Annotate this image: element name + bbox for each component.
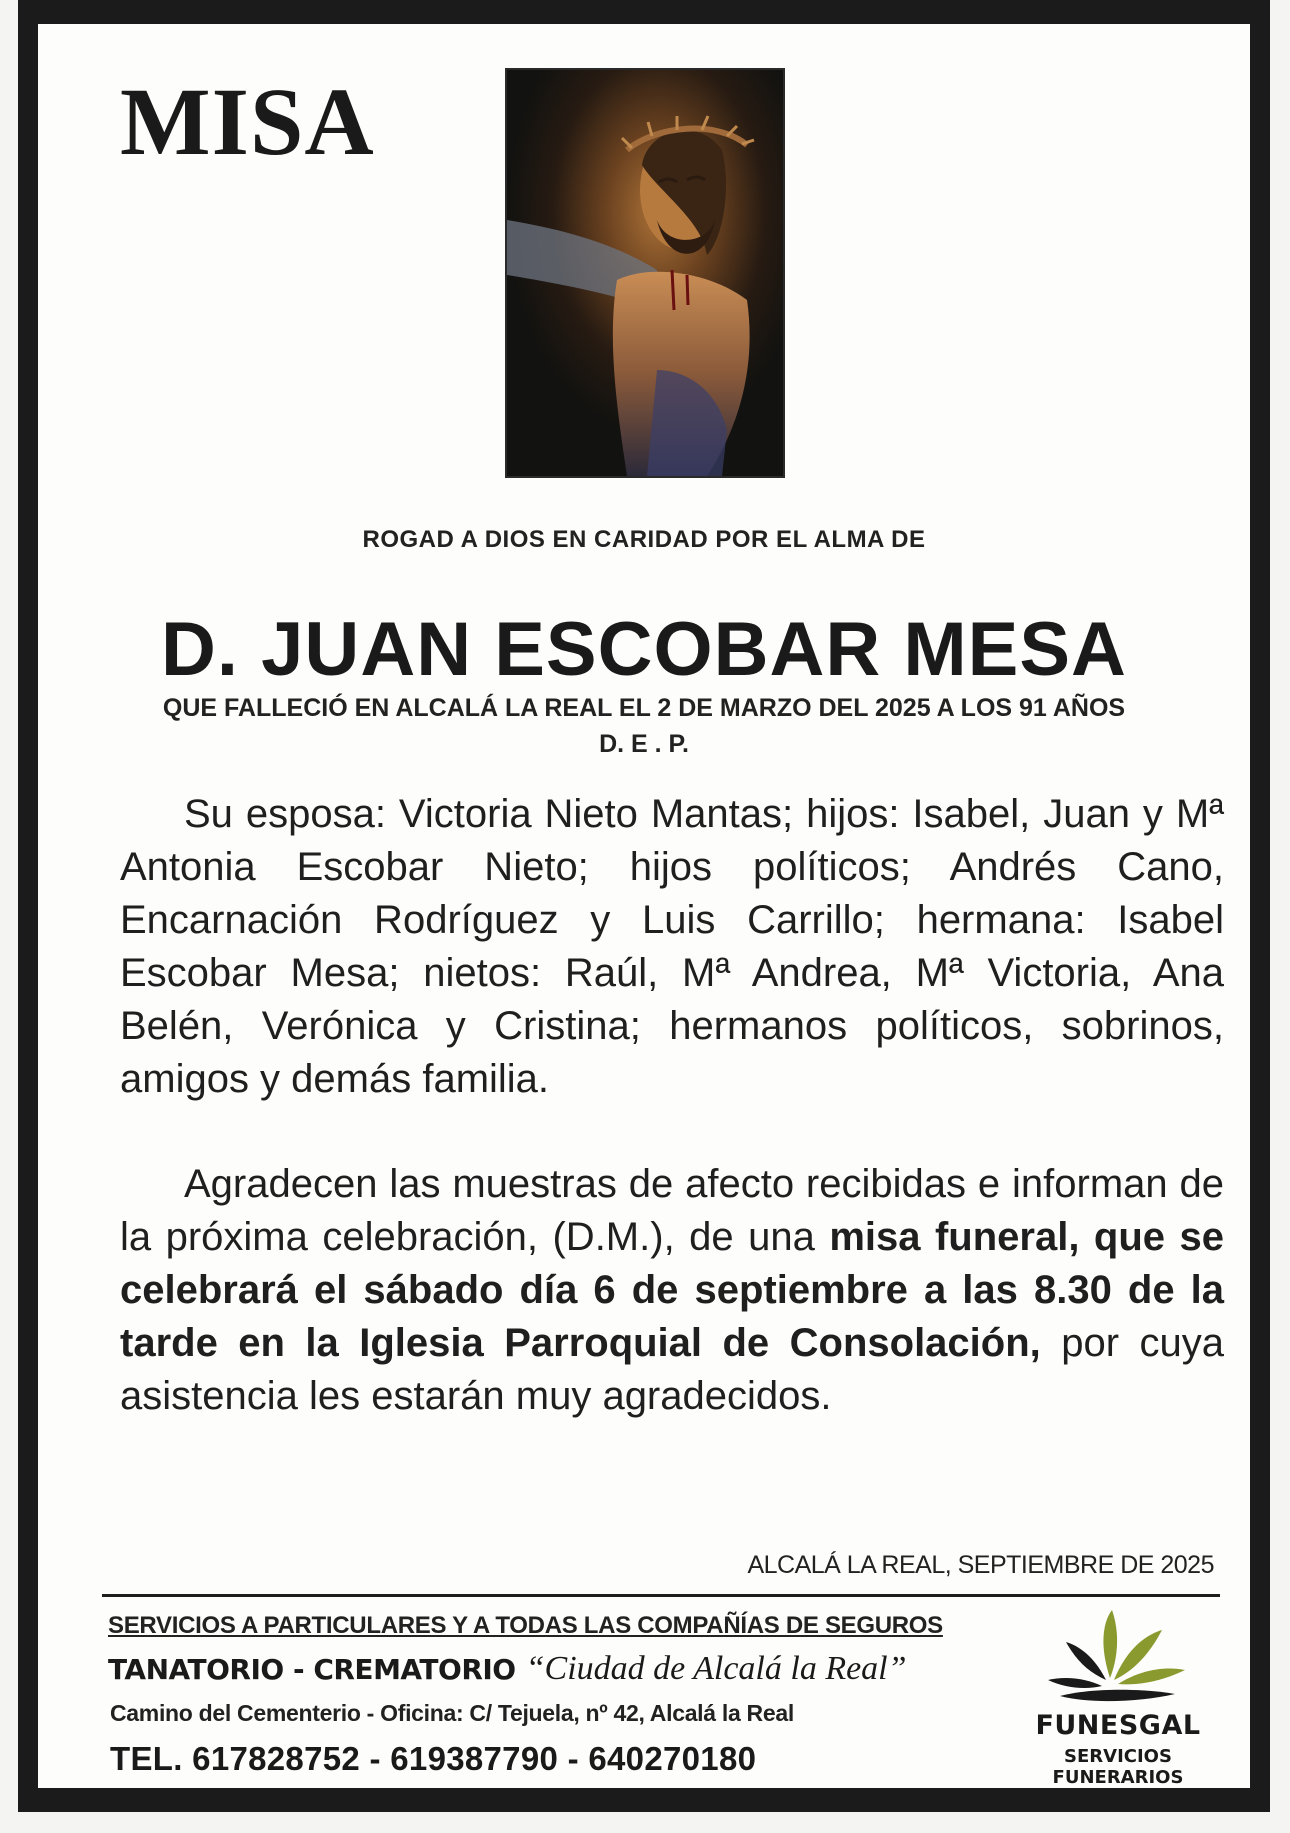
logo-subtitle: SERVICIOS FUNERARIOS	[1052, 1746, 1184, 1788]
thanks-paragraph	[120, 1158, 1224, 1423]
family-text: Su esposa: Victoria Nieto Mantas; hijos: Isabel, Juan y Mª Antonia Escobar Nieto; hijos políticos; Andrés Cano, Encarnación Rodríguez y Luis Carrillo; hermana: Isabel Escobar Mesa; nietos: Raúl, Mª Andrea, Mª Victoria, Ana Belén, Verónica y Cristina; hermanos políticos, sobrinos, amigos y demás familia.	[120, 792, 1224, 1101]
deceased-name: D. JUAN ESCOBAR MESA	[161, 607, 1127, 692]
rogad-heading: ROGAD A DIOS EN CARIDAD POR EL ALMA DE	[362, 526, 926, 553]
tanatorio-name: “Ciudad de Alcalá la Real”	[525, 1650, 907, 1687]
crucified-christ-image	[505, 68, 785, 478]
thanks-outro: por cuya asistencia les estarán muy agradecidos.	[120, 1321, 1224, 1418]
phone-numbers: TEL. 617828752 - 619387790 - 640270180	[110, 1740, 757, 1777]
funesgal-leaf-logo	[1040, 1608, 1190, 1708]
footer-divider	[102, 1594, 1220, 1597]
thanks-intro: Agradecen las muestras de afecto recibidas e informan de la próxima celebración, (D.M.), de una	[120, 1162, 1224, 1259]
tanatorio-label: TANATORIO - CREMATORIO	[108, 1653, 516, 1686]
notice-frame	[18, 0, 1270, 1812]
notice-sheet	[38, 24, 1250, 1788]
address-line: Camino del Cementerio - Oficina: C/ Tejuela, nº 42, Alcalá la Real	[110, 1700, 794, 1726]
services-line: SERVICIOS A PARTICULARES Y A TODAS LAS COMPAÑÍAS DE SEGUROS	[108, 1612, 943, 1639]
tanatorio-line	[108, 1650, 907, 1688]
misa-title: MISA	[120, 68, 375, 175]
mass-details: misa funeral, que se celebrará el sábado día 6 de septiembre a las 8.30 de la tarde en la Iglesia Parroquial de Consolación,	[120, 1215, 1225, 1365]
logo-name: FUNESGAL	[1035, 1710, 1201, 1741]
dep-line: D. E . P.	[599, 730, 689, 758]
family-paragraph	[120, 788, 1224, 1106]
place-date: ALCALÁ LA REAL, SEPTIEMBRE DE 2025	[747, 1551, 1214, 1579]
death-info: QUE FALLECIÓ EN ALCALÁ LA REAL EL 2 DE MARZO DEL 2025 A LOS 91 AÑOS	[162, 694, 1126, 722]
